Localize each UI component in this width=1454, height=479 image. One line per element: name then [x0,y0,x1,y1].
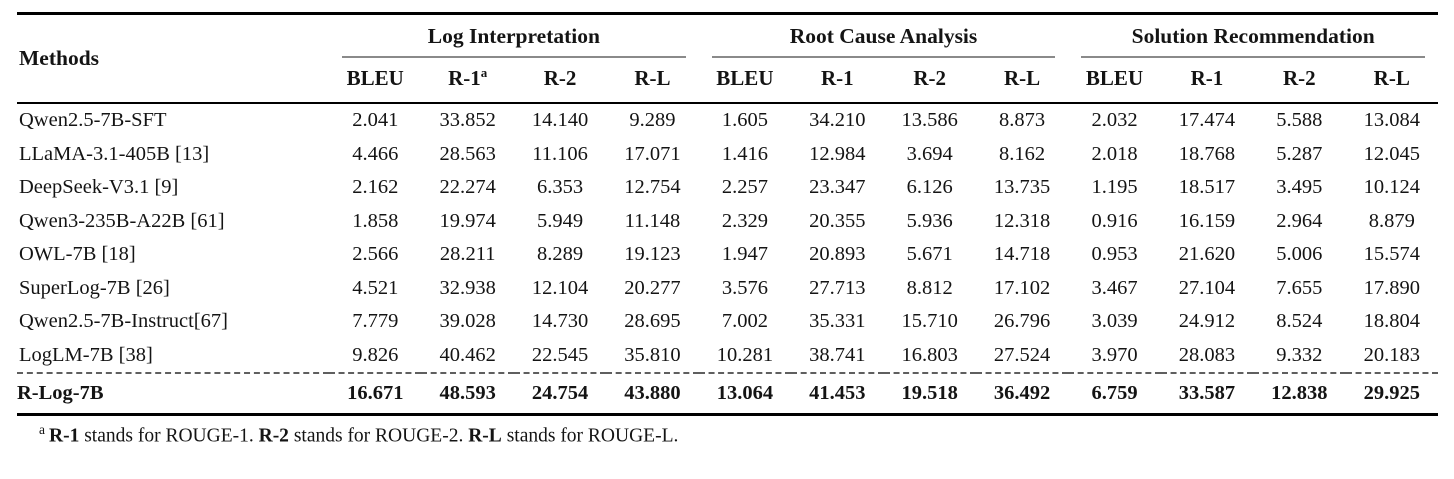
value-cell: 0.953 [1091,243,1138,265]
value-cell: 2.032 [1091,109,1138,131]
value-cell: 36.492 [976,373,1068,414]
value-cell: 13.064 [699,373,791,414]
metric-column-header [1253,58,1345,103]
value-cell: 0.916 [1091,209,1138,232]
value-cell: 2.566 [352,243,399,265]
value-cell: 40.462 [421,339,513,374]
table-row [17,103,1438,138]
group-header-label: Root Cause Analysis [712,24,1056,58]
value-cell: 11.106 [532,142,588,165]
value-cell: 19.518 [884,373,976,414]
value-cell: 2.257 [721,176,768,198]
metric-label: R-2 [913,66,947,90]
method-cell: DeepSeek-V3.1 [9] [19,176,179,198]
method-cell: Qwen2.5-7B-SFT [19,109,167,131]
value-cell: 17.890 [1363,276,1420,299]
group-header-label: Solution Recommendation [1081,24,1425,58]
metric-label: R-2 [1282,66,1316,90]
value-cell: 10.281 [699,339,791,374]
value-cell: 3.467 [1091,276,1138,299]
value-cell: 8.524 [1276,310,1323,332]
value-cell: 5.949 [537,209,584,232]
value-cell: 12.318 [993,209,1051,232]
table-row [17,305,1438,339]
footnote-segment: R-2 [258,425,289,446]
group-header-label: Log Interpretation [342,24,686,58]
value-cell: 16.803 [884,339,976,374]
method-cell: LLaMA-3.1-405B [13] [19,142,210,165]
value-cell: 27.524 [976,339,1068,374]
value-cell: 29.925 [1346,373,1438,414]
value-cell: 18.768 [1178,142,1236,165]
value-cell: 6.353 [537,176,584,198]
metric-column-header [791,58,883,103]
value-cell: 12.754 [624,176,681,198]
value-cell: 9.826 [329,339,421,374]
value-cell: 1.947 [721,243,768,265]
value-cell: 5.588 [1276,109,1323,131]
value-cell: 1.195 [1091,176,1138,198]
value-cell: 48.593 [421,373,513,414]
metric-label: R-1 [448,66,481,90]
value-cell: 3.576 [721,276,768,299]
method-cell: Qwen3-235B-A22B [61] [19,209,225,232]
value-cell: 19.123 [624,243,681,265]
group-header-solution-recommendation [1068,14,1438,59]
metric-column-header [1346,58,1438,103]
value-cell: 2.329 [721,209,768,232]
value-cell: 24.754 [514,373,606,414]
value-cell: 12.045 [1363,142,1420,165]
value-cell: 39.028 [439,310,496,332]
metric-label: R-L [634,66,671,90]
value-cell: 21.620 [1178,243,1236,265]
table-row [17,339,1438,374]
method-cell: R-Log-7B [17,373,329,414]
value-cell: 5.006 [1276,243,1323,265]
table-row [17,138,1438,172]
table-row [17,238,1438,272]
value-cell: 6.126 [906,176,953,198]
method-cell: Qwen2.5-7B-Instruct[67] [19,310,228,332]
value-cell: 15.710 [901,310,958,332]
value-cell: 8.812 [906,276,953,299]
value-cell: 4.466 [352,142,399,165]
value-cell: 10.124 [1363,176,1420,198]
results-table [17,12,1438,416]
value-cell: 14.140 [531,109,589,131]
metric-column-header [421,58,513,103]
group-header-row [17,14,1438,59]
metric-column-header [699,58,791,103]
value-cell: 16.671 [329,373,421,414]
metric-label: R-L [1373,66,1410,90]
value-cell: 33.852 [439,109,496,131]
value-cell: 15.574 [1363,243,1420,265]
value-cell: 13.735 [993,176,1051,198]
value-cell: 17.102 [993,276,1051,299]
value-cell: 43.880 [606,373,698,414]
value-cell: 9.289 [629,109,676,131]
value-cell: 5.671 [906,243,953,265]
value-cell: 7.002 [721,310,768,332]
value-cell: 32.938 [439,276,496,299]
group-header-log-interpretation [329,14,699,59]
value-cell: 2.041 [352,109,399,131]
value-cell: 20.183 [1346,339,1438,374]
value-cell: 34.210 [809,109,866,131]
metric-label: BLEU [346,66,404,90]
value-cell: 20.355 [809,209,866,232]
value-cell: 28.563 [439,142,496,165]
value-cell: 22.274 [439,176,496,198]
value-cell: 16.159 [1178,209,1236,232]
metric-column-header [1161,58,1253,103]
value-cell: 38.741 [791,339,883,374]
table-row [17,373,1438,414]
value-cell: 12.984 [809,142,866,165]
value-cell: 5.287 [1276,142,1323,165]
value-cell: 28.083 [1161,339,1253,374]
value-cell: 27.104 [1178,276,1236,299]
value-cell: 7.779 [352,310,399,332]
footnote-segment: R-1 [49,425,80,446]
table-footnote [39,422,1438,448]
value-cell: 5.936 [906,209,953,232]
group-header-root-cause-analysis [699,14,1069,59]
value-cell: 20.893 [809,243,866,265]
metric-column-header [884,58,976,103]
metric-label: R-1 [820,66,854,90]
value-cell: 27.713 [809,276,866,299]
footnote-segment: R-L [468,425,502,446]
value-cell: 20.277 [624,276,681,299]
footnote-marker: a [39,421,45,437]
value-cell: 2.018 [1091,142,1138,165]
value-cell: 22.545 [514,339,606,374]
value-cell: 9.332 [1253,339,1345,374]
metric-column-header [514,58,606,103]
value-cell: 12.104 [531,276,589,299]
table-row [17,205,1438,239]
methods-column-header: Methods [17,14,329,104]
value-cell: 1.858 [352,209,399,232]
value-cell: 1.416 [721,142,768,165]
table-row [17,272,1438,306]
metric-column-header [329,58,421,103]
value-cell: 14.730 [531,310,589,332]
method-cell: SuperLog-7B [26] [19,276,170,299]
value-cell: 2.162 [352,176,399,198]
value-cell: 26.796 [993,310,1051,332]
value-cell: 8.289 [537,243,584,265]
value-cell: 13.084 [1363,109,1420,131]
metric-label: BLEU [716,66,774,90]
table-row [17,171,1438,205]
value-cell: 3.694 [906,142,953,165]
value-cell: 7.655 [1276,276,1323,299]
value-cell: 2.964 [1276,209,1323,232]
method-cell: OWL-7B [18] [19,243,136,265]
metric-label: R-1 [1190,66,1224,90]
value-cell: 1.605 [721,109,768,131]
metric-superscript: a [480,65,488,80]
value-cell: 13.586 [901,109,958,131]
value-cell: 23.347 [809,176,866,198]
metric-label: R-2 [543,66,577,90]
value-cell: 11.148 [624,209,681,232]
value-cell: 28.695 [624,310,681,332]
value-cell: 3.039 [1091,310,1138,332]
value-cell: 8.879 [1368,209,1415,232]
value-cell: 18.517 [1178,176,1236,198]
value-cell: 17.474 [1178,109,1236,131]
value-cell: 35.331 [809,310,866,332]
value-cell: 33.587 [1161,373,1253,414]
value-cell: 4.521 [352,276,399,299]
value-cell: 3.970 [1068,339,1160,374]
value-cell: 3.495 [1276,176,1323,198]
method-cell: LogLM-7B [38] [17,339,329,374]
value-cell: 41.453 [791,373,883,414]
metric-label: BLEU [1085,66,1144,90]
value-cell: 24.912 [1178,310,1236,332]
value-cell: 8.873 [999,109,1046,131]
value-cell: 28.211 [439,243,496,265]
value-cell: 12.838 [1253,373,1345,414]
metric-column-header [976,58,1068,103]
value-cell: 14.718 [993,243,1051,265]
value-cell: 35.810 [606,339,698,374]
metric-column-header [1068,58,1160,103]
value-cell: 18.804 [1363,310,1420,332]
value-cell: 8.162 [999,142,1046,165]
footnote-segment: stands for ROUGE-1. [79,425,259,446]
footnote-segment: stands for ROUGE-2. [288,425,469,446]
value-cell: 6.759 [1068,373,1160,414]
value-cell: 17.071 [624,142,681,165]
metric-label: R-L [1004,66,1041,90]
footnote-text [49,425,678,446]
metric-column-header [606,58,698,103]
value-cell: 19.974 [439,209,496,232]
footnote-segment: stands for ROUGE-L. [501,425,679,446]
